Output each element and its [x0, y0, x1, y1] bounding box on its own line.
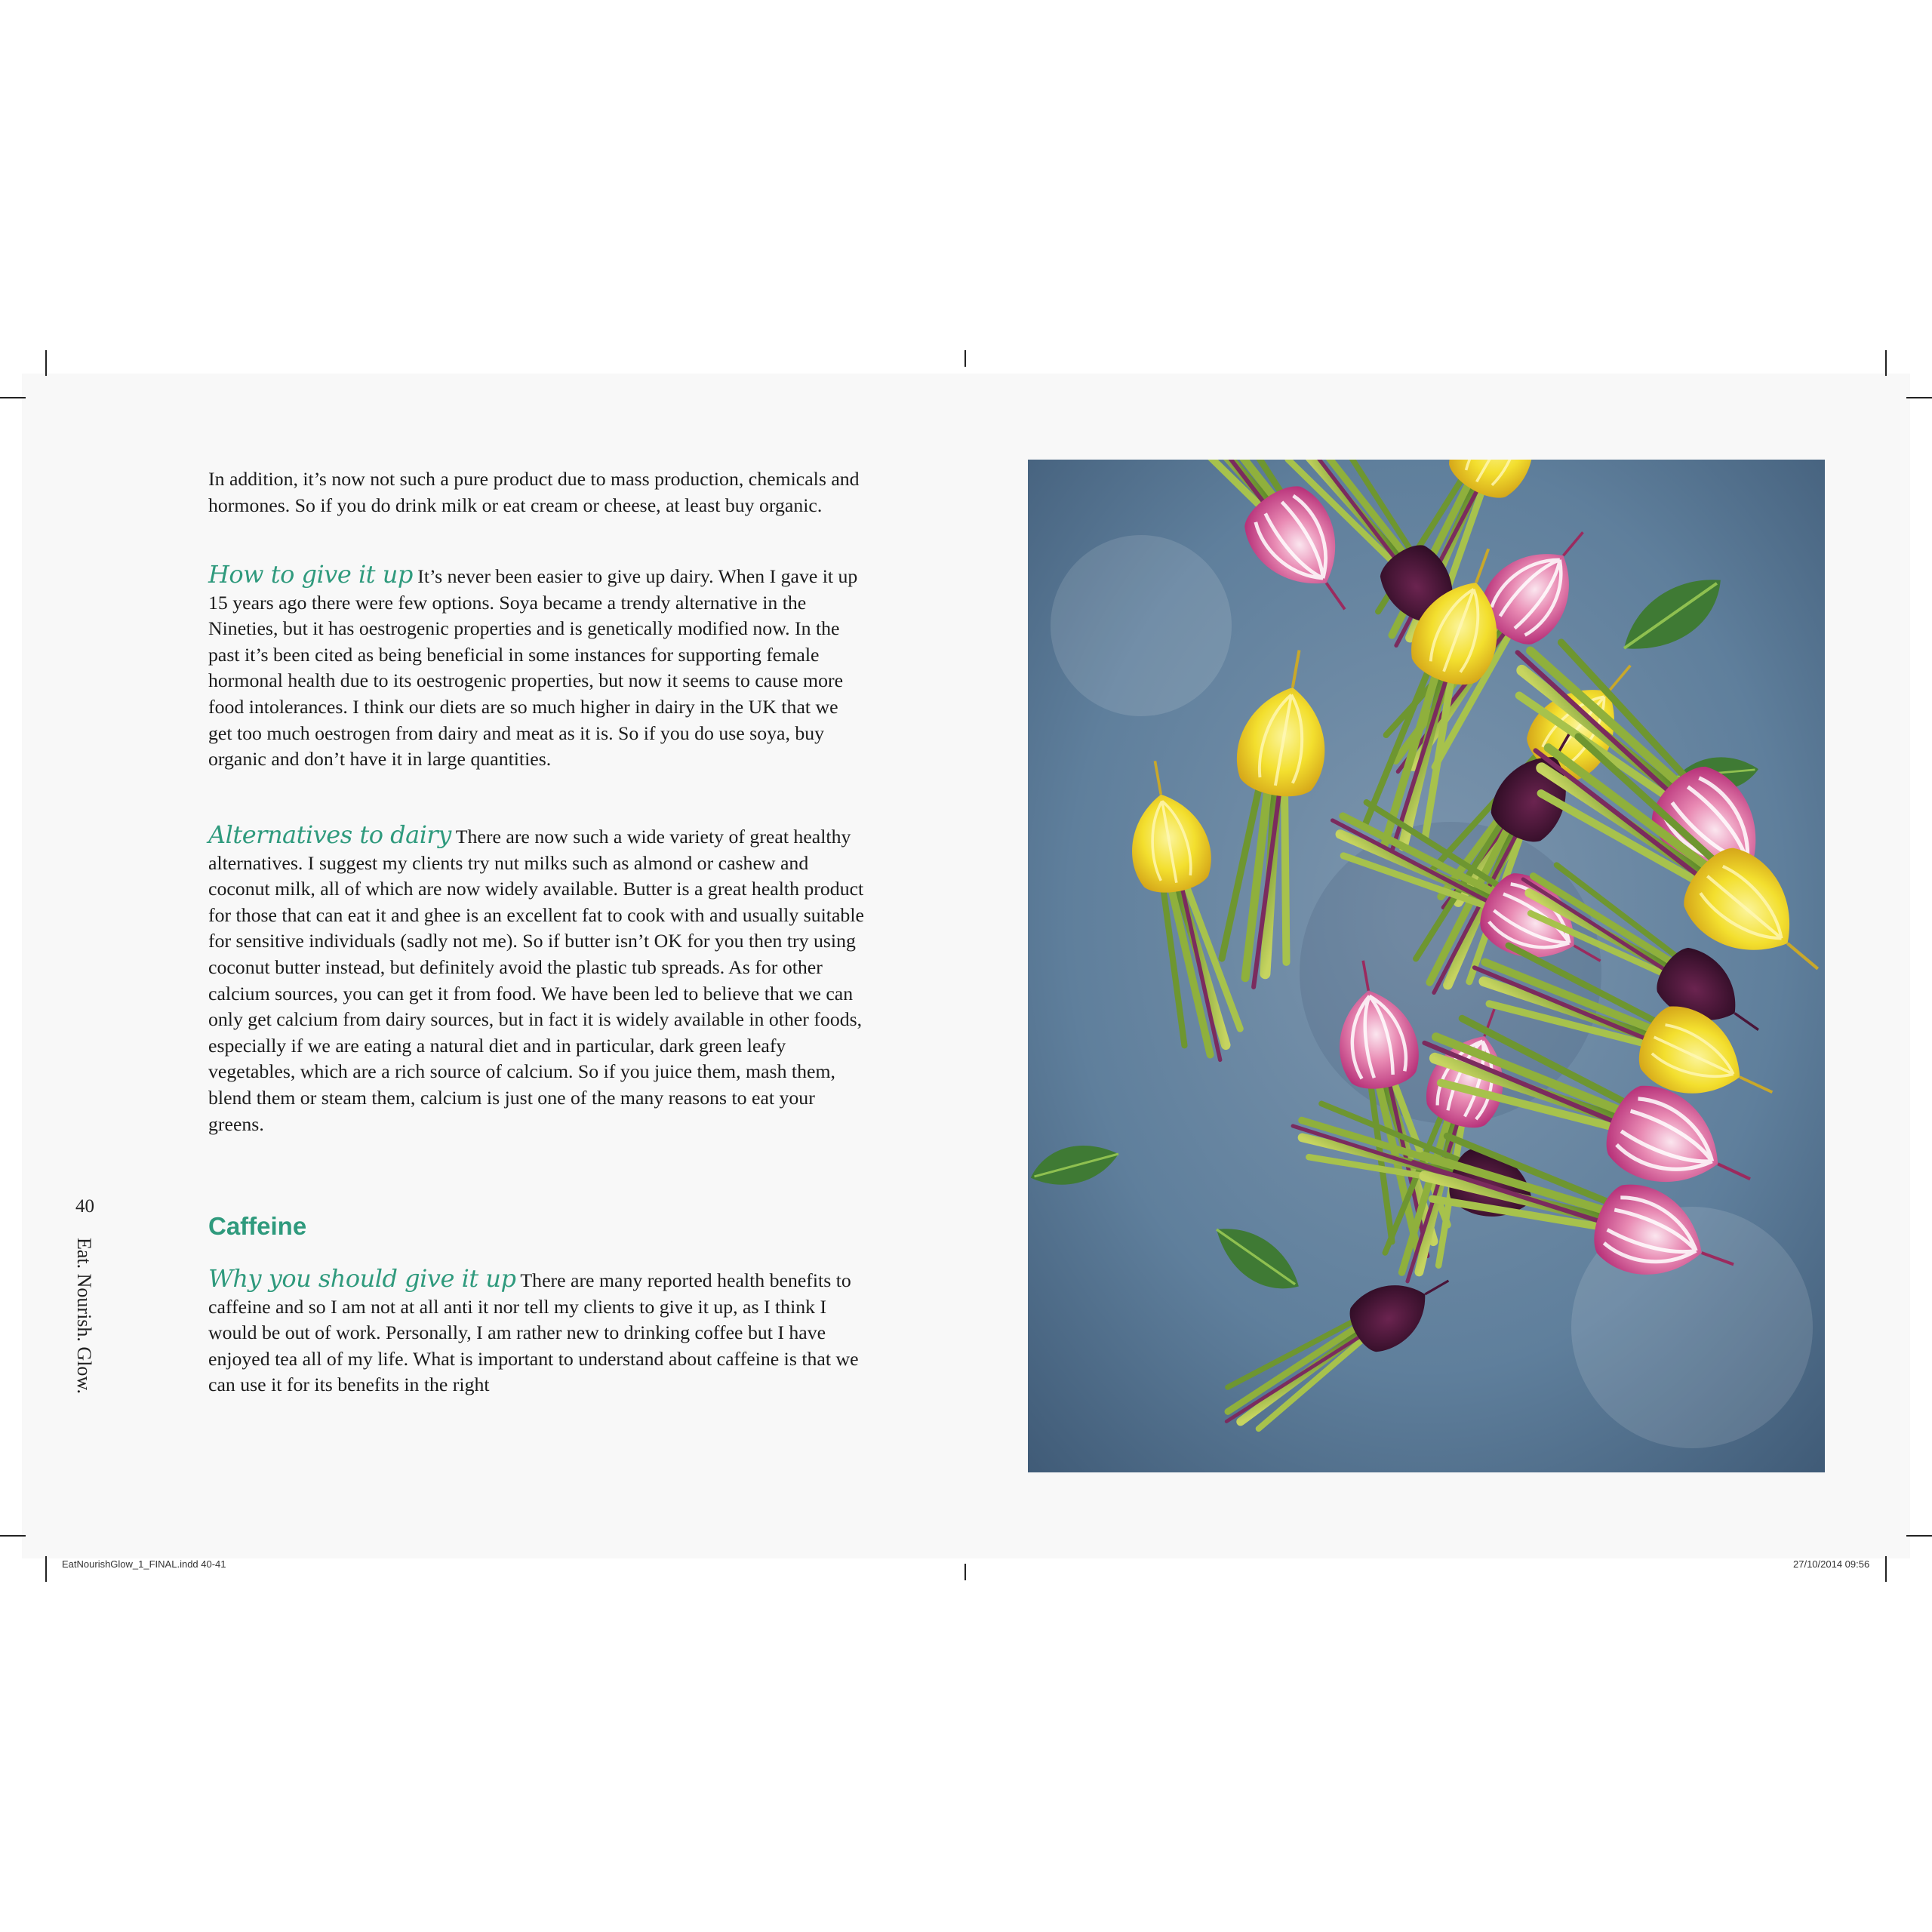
crop-mark-top-center — [964, 350, 966, 367]
crop-mark-top-left — [45, 350, 47, 376]
slug-date-info: 27/10/2014 09:56 — [1793, 1558, 1870, 1570]
crop-mark-bottom-center — [964, 1564, 966, 1580]
section-heading-caffeine: Caffeine — [208, 1212, 307, 1240]
crop-mark-left-top — [0, 397, 26, 398]
lead-alternatives-to-dairy: Alternatives to dairy — [208, 820, 451, 849]
crop-mark-bottom-left — [45, 1556, 47, 1582]
crop-mark-bottom-right — [1885, 1556, 1887, 1582]
lead-why-give-up: Why you should give it up — [208, 1264, 516, 1293]
crop-mark-left-bottom — [0, 1535, 26, 1537]
crop-mark-right-top — [1906, 397, 1932, 398]
paragraph-alternatives-text: There are now such a wide variety of great healthy alternatives. I suggest my clients try nut milks such as almond or cashew and coconut milk, all of which are now widely available. Butter is a great health product for those that can eat it and ghee is an excellent fat to cook with and usually suitable for sensitive individuals (sadly not me). So if butter isn’t OK for you then try using coconut butter instead, but definitely avoid the plastic tub spreads. As for other calcium sources, you can get it from food. We have been led to believe that we can only get calcium from dairy sources, but in fact it is widely available in other foods, especially if we are eating a natural diet and in particular, dark green leafy vegetables, which are a rich source of calcium. So if you juice them, mash them, blend them or steam them, calcium is just one of the many reasons to eat your greens. — [208, 826, 864, 1135]
paragraph-how-to-give-up — [208, 561, 865, 773]
crop-mark-right-bottom — [1906, 1535, 1932, 1537]
paragraph-why-give-up — [208, 1266, 865, 1398]
paragraph-how-to-give-up-text: It’s never been easier to give up dairy. When I gave it up 15 years ago there were few options. Soya became a trendy alternative in the Nineties, but it has oestrogenic properties and is genetically modified now. In the past it’s been cited as being beneficial in some instances for supporting female hormonal health due to its oestrogenic properties, but now it seems to cause more food intolerances. I think our diets are so much higher in dairy in the UK that we get too much oestrogen from dairy and meat as it is. So if you do use soya, buy organic and don’t have it in large quantities. — [208, 565, 858, 771]
lead-how-to-give-up: How to give it up — [208, 560, 413, 589]
beetroot-photo — [1028, 460, 1825, 1472]
paragraph-why-give-up-text: There are many reported health benefits to caffeine and so I am not at all anti it nor tell my clients to give it up, as I think I would be out of work. Personally, I am rather new to drinking coffee but I have enjoyed tea all of my life. What is important to understand about caffeine is that we can use it for its benefits in the right — [208, 1269, 859, 1396]
running-title: Eat. Nourish. Glow. — [73, 1238, 95, 1395]
paragraph-intro: In addition, it’s now not such a pure product due to mass production, chemicals and hormones. So if you do drink milk or eat cream or cheese, at least buy organic. — [208, 468, 860, 516]
paragraph-alternatives — [208, 822, 865, 1137]
crop-mark-top-right — [1885, 350, 1887, 376]
page-number: 40 — [75, 1196, 94, 1217]
slug-file-info: EatNourishGlow_1_FINAL.indd 40-41 — [62, 1558, 226, 1570]
